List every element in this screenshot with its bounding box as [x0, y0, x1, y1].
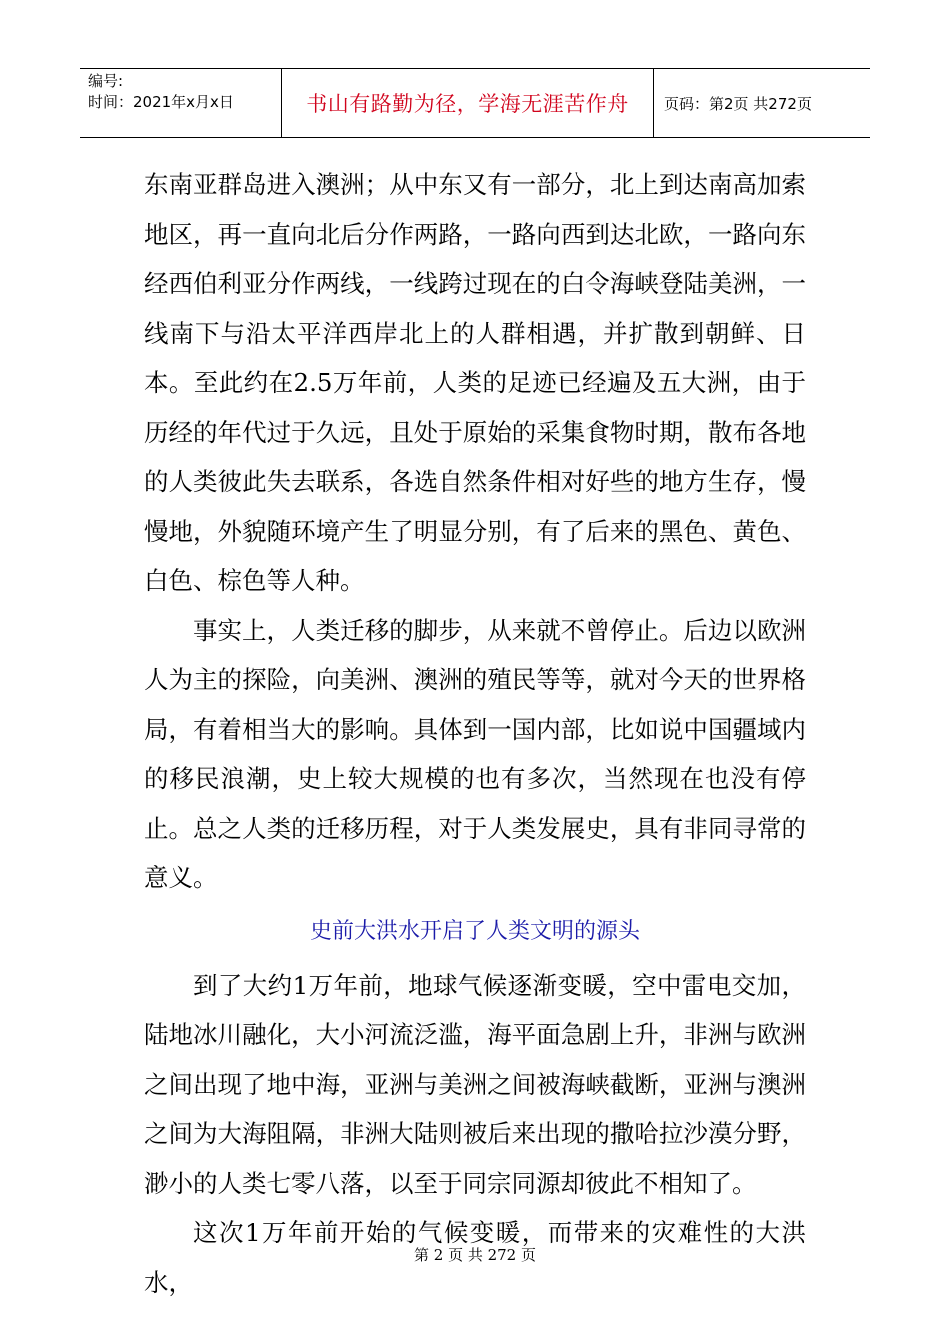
- paragraph: 事实上，人类迁移的脚步，从来就不曾停止。后边以欧洲人为主的探险，向美洲、澳洲的殖民等等，就对今天的世界格局，有着相当大的影响。具体到一国内部，比如说中国疆域内的移民浪潮，史上较大规模的也有多次，当然现在也没有停止。总之人类的迁移历程，对于人类发展史，具有非同寻常的意义。: [144, 615, 806, 892]
- serial-number-label: 编号:: [88, 72, 124, 90]
- paragraph: 到了大约1万年前，地球气候逐渐变暖，空中雷电交加，陆地冰川融化，大小河流泛滥，海平面急剧上升，非洲与欧洲之间出现了地中海，亚洲与美洲之间被海峡截断，亚洲与澳洲之间为大海阻隔，非洲大陆则被后来出现的撒哈拉沙漠分野，渺小的人类七零八落，以至于同宗同源却彼此不相知了。: [144, 970, 806, 1198]
- header-meta: [80, 69, 282, 137]
- section-heading: 史前大洪水开启了人类文明的源头: [309, 918, 640, 944]
- page-header: [80, 68, 870, 138]
- paragraph: 这次1万年前开始的气候变暖，而带来的灾难性的大洪水，: [144, 1218, 806, 1297]
- page-footer: 第 2 页 共 272 页: [413, 1246, 536, 1264]
- paragraph: 东南亚群岛进入澳洲；从中东又有一部分，北上到达南高加索地区，再一直向北后分作两路，一路向西到达北欧，一路向东经西伯利亚分作两线，一线跨过现在的白令海峡登陆美洲，一线南下与沿太平洋西岸北上的人群相遇，并扩散到朝鲜、日本。至此约在2.5万年前，人类的足迹已经遍及五大洲，由于历经的年代过于久远，且处于原始的采集食物时期，散布各地的人类彼此失去联系，各选自然条件相对好些的地方生存，慢慢地，外貌随环境产生了明显分别，有了后来的黑色、黄色、白色、棕色等人种。: [144, 170, 806, 595]
- header-motto: 书山有路勤为径，学海无涯苦作舟: [282, 69, 654, 137]
- date-line: 时间：2021年x月x日: [88, 93, 234, 111]
- document-body: [144, 160, 806, 1307]
- header-page-info: 页码：第2页 共272页: [664, 94, 812, 113]
